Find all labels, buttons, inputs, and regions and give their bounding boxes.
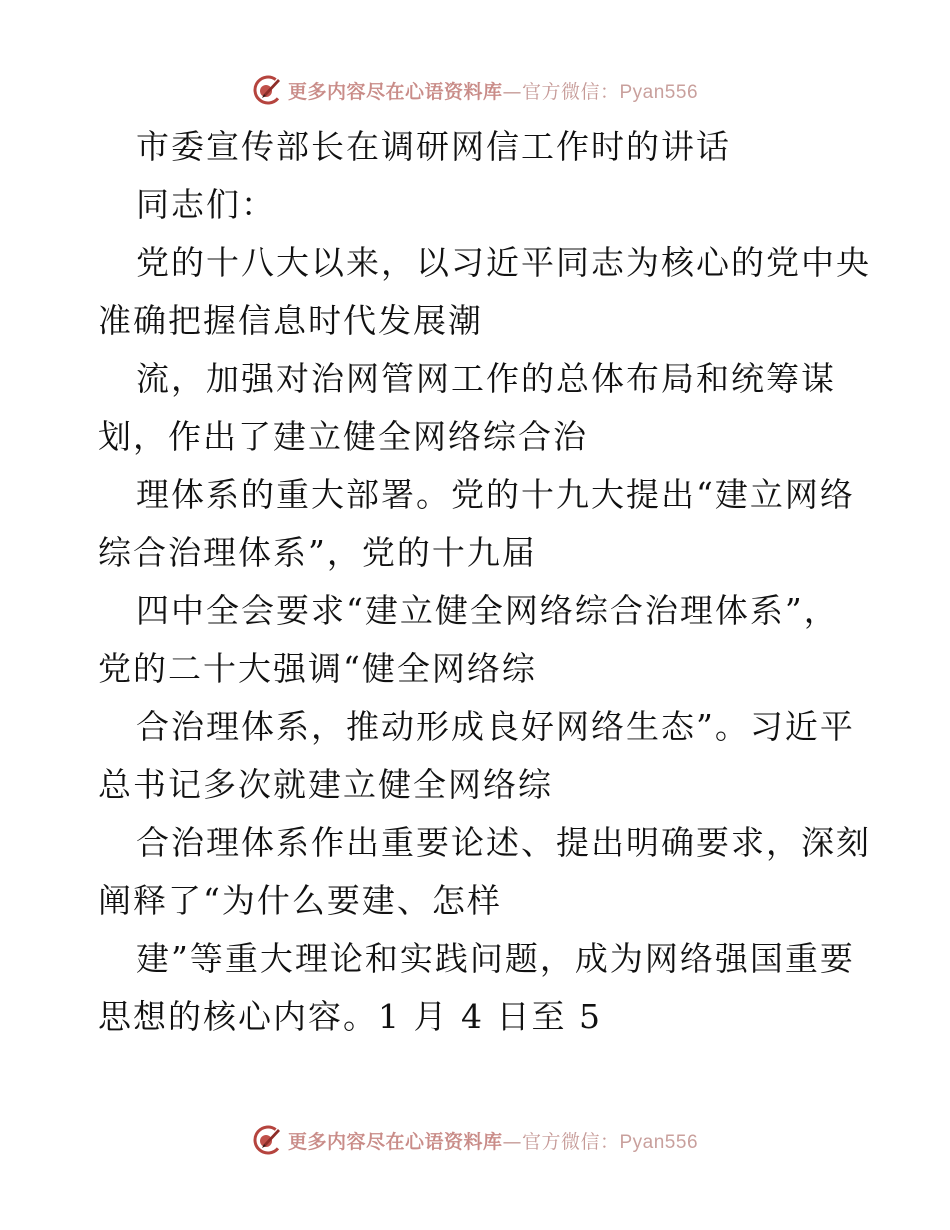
text-line: 党的二十大强调“健全网络综: [98, 649, 537, 688]
banner-suffix: 官方微信：: [521, 1130, 620, 1153]
banner-wechat-id: Pyan556: [619, 81, 699, 103]
banner-wechat-id: Pyan556: [619, 1131, 699, 1153]
text-line: 总书记多次就建立健全网络综: [98, 765, 553, 804]
banner-dash: —: [502, 80, 522, 103]
text-line: 建”等重大理论和实践问题，成为网络强国重要: [136, 939, 855, 978]
header-banner: [0, 70, 950, 110]
text-line: 四中全会要求“建立健全网络综合治理体系”，: [136, 591, 839, 630]
banner-text: [288, 77, 698, 104]
text-line: 合治理体系，推动形成良好网络生态”。习近平: [136, 707, 855, 746]
text-line: 综合治理体系”，党的十九届: [98, 533, 537, 572]
footer-banner: [0, 1120, 950, 1160]
text-line: 划，作出了建立健全网络综合治: [98, 417, 588, 456]
banner-suffix: 官方微信：: [521, 80, 620, 103]
text-line: 流，加强对治网管网工作的总体布局和统筹谋: [136, 359, 836, 398]
document-title: 市委宣传部长在调研网信工作时的讲话: [136, 127, 731, 166]
banner-dash: —: [502, 1130, 522, 1153]
text-line: 阐释了“为什么要建、怎样: [98, 881, 502, 920]
banner-text: [288, 1127, 698, 1154]
pen-logo-icon: [252, 74, 284, 106]
text-line: 准确把握信息时代发展潮: [98, 301, 483, 340]
text-line: 合治理体系作出重要论述、提出明确要求，深刻: [136, 823, 871, 862]
text-line: 思想的核心内容。1 月 4 日至 5: [98, 997, 602, 1036]
banner-brand: 更多内容尽在心语资料库: [287, 1130, 503, 1153]
salutation: 同志们：: [136, 185, 276, 224]
text-line: 党的十八大以来，以习近平同志为核心的党中央: [136, 243, 871, 282]
text-line: 理体系的重大部署。党的十九大提出“建立网络: [136, 475, 855, 514]
banner-brand: 更多内容尽在心语资料库: [287, 80, 503, 103]
pen-logo-icon: [252, 1124, 284, 1156]
